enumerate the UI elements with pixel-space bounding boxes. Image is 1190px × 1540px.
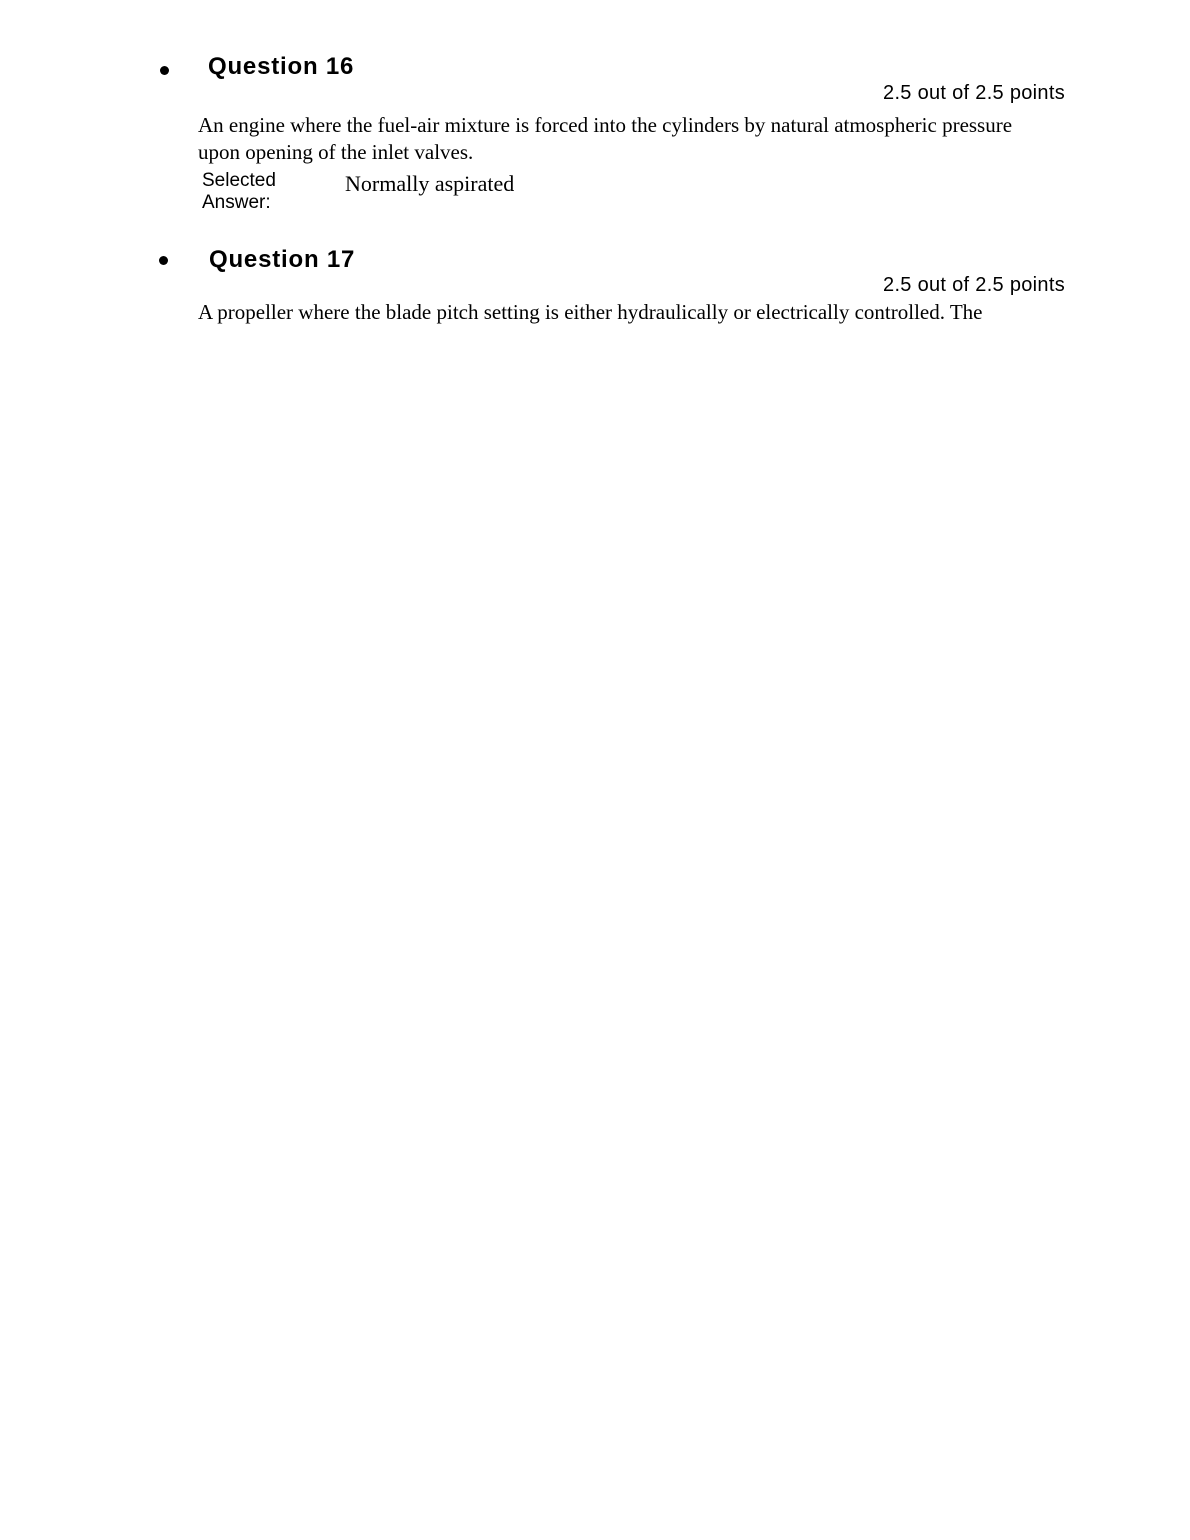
selected-answer-row xyxy=(202,170,514,213)
question-text: A propeller where the blade pitch setting is either hydraulically or electrically controlled. The xyxy=(198,300,983,324)
question-text: An engine where the fuel-air mixture is forced into the cylinders by natural atmospheric pressure upon opening of the inlet valves. xyxy=(198,113,1013,164)
question-title: Question 17 xyxy=(209,246,356,273)
selected-answer-value: Normally aspirated xyxy=(345,171,515,196)
bullet-icon xyxy=(159,256,168,265)
points-earned: 2.5 out of 2.5 points xyxy=(883,274,1065,296)
selected-answer-label: Selected Answer: xyxy=(202,170,276,213)
question-title: Question 16 xyxy=(208,53,355,80)
points-earned: 2.5 out of 2.5 points xyxy=(883,82,1065,104)
bullet-icon xyxy=(160,66,169,75)
